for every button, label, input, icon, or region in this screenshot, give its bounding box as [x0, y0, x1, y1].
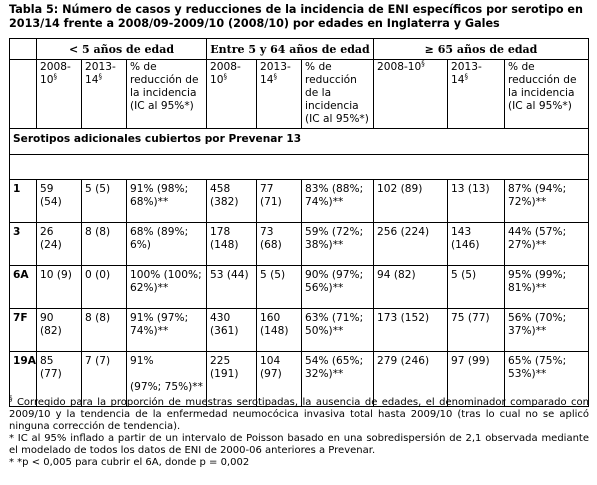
table-cell: 95% (99%; 81%)**	[505, 266, 589, 309]
table-cell: 77 (71)	[257, 180, 302, 223]
table-cell: 10 (9)	[37, 266, 82, 309]
group-under-5: < 5 años de edad	[37, 39, 207, 60]
table-cell: 83% (88%; 74%)**	[302, 180, 374, 223]
col-reduction-over65: % de reducción de la incidencia (IC al 95%*)	[505, 60, 589, 129]
footnote-3: * *p < 0,005 para cubrir el 6A, donde p = 0,002	[9, 457, 250, 468]
table-row	[10, 266, 589, 309]
reduction-ci: (97%; 75%)**	[130, 381, 203, 393]
table-cell: 256 (224)	[374, 223, 448, 266]
blank-header	[10, 60, 37, 129]
table-cell: 5 (5)	[82, 180, 127, 223]
table-cell: 279 (246)	[374, 352, 448, 407]
footnotes	[9, 394, 589, 469]
table-cell: 56% (70%; 37%)**	[505, 309, 589, 352]
table-cell: 90 (82)	[37, 309, 82, 352]
table-cell: 91% (98%; 68%)**	[127, 180, 207, 223]
table-cell: 143 (146)	[448, 223, 505, 266]
col-2013-over65: 2013- 14§	[448, 60, 505, 129]
table-cell: 87% (94%; 72%)**	[505, 180, 589, 223]
section-row	[10, 129, 589, 155]
table-cell: 59% (72%; 38%)**	[302, 223, 374, 266]
table-cell: 178 (148)	[207, 223, 257, 266]
serotype-cell: 19A	[10, 352, 37, 407]
table-cell: 104 (97)	[257, 352, 302, 407]
sub-header-row	[10, 60, 589, 129]
table-row	[10, 223, 589, 266]
group-5-to-64: Entre 5 y 64 años de edad	[207, 39, 374, 60]
table-cell: 430 (361)	[207, 309, 257, 352]
table-cell: 91% (97%; 74%)**	[127, 309, 207, 352]
col-2013-between: 2013- 14§	[257, 60, 302, 129]
footnote-2: * IC al 95% inflado a partir de un intervalo de Poisson basado en una sobredispersión de 2,1 observada mediante el modelado de todos los datos de ENI de 2000-06 anteriores a Prevenar.	[9, 433, 589, 456]
table-cell: 26 (24)	[37, 223, 82, 266]
table-row	[10, 180, 589, 223]
table-title: Tabla 5: Número de casos y reducciones de la incidencia de ENI específicos por serotipo en 2013/14 frente a 2008/09-2009/10 (2008/10) por edades en Inglaterra y Gales	[9, 3, 583, 30]
table-cell: 225 (191)	[207, 352, 257, 407]
reduction-value: 91%	[130, 355, 154, 367]
table-cell: 75 (77)	[448, 309, 505, 352]
section-title: Serotipos adicionales cubiertos por Prevenar 13	[10, 129, 589, 155]
col-2013-under5: 2013- 14§	[82, 60, 127, 129]
col-2008-under5: 2008- 10§	[37, 60, 82, 129]
serotype-cell: 6A	[10, 266, 37, 309]
table-cell: 13 (13)	[448, 180, 505, 223]
table-cell: 458 (382)	[207, 180, 257, 223]
table-row	[10, 309, 589, 352]
table-cell: 102 (89)	[374, 180, 448, 223]
table-cell: 173 (152)	[374, 309, 448, 352]
table-cell: 59 (54)	[37, 180, 82, 223]
serotype-cell: 1	[10, 180, 37, 223]
table-cell: 54% (65%; 32%)**	[302, 352, 374, 407]
table-cell: 5 (5)	[448, 266, 505, 309]
footnote-1: § Corregido para la proporción de muestras serotipadas, la ausencia de edades, el denominador comparado con 2009/10 y la tendencia de la enfermedad neumocócica invasiva total hasta 2009/10 (tras lo cual no se aplicó ninguna corrección de tendencia).	[9, 394, 589, 432]
table-cell: 73 (68)	[257, 223, 302, 266]
spacer-cell	[10, 155, 589, 180]
data-table	[9, 38, 589, 407]
group-header-row	[10, 39, 589, 60]
col-2008-between: 2008- 10§	[207, 60, 257, 129]
table-cell: 7 (7)	[82, 352, 127, 407]
table-cell: 97 (99)	[448, 352, 505, 407]
serotype-cell: 7F	[10, 309, 37, 352]
table-cell: 94 (82)	[374, 266, 448, 309]
table-cell: 85 (77)	[37, 352, 82, 407]
table-cell: 68% (89%; 6%)	[127, 223, 207, 266]
table-cell: 65% (75%; 53%)**	[505, 352, 589, 407]
table-cell: 63% (71%; 50%)**	[302, 309, 374, 352]
spacer-row	[10, 155, 589, 180]
table-cell: 5 (5)	[257, 266, 302, 309]
table-cell: 100% (100%; 62%)**	[127, 266, 207, 309]
table-cell: 53 (44)	[207, 266, 257, 309]
table-cell: 8 (8)	[82, 223, 127, 266]
col-2008-over65: 2008-10§	[374, 60, 448, 129]
group-65-plus: ≥ 65 años de edad	[374, 39, 589, 60]
corner-cell	[10, 39, 37, 60]
table-cell: 0 (0)	[82, 266, 127, 309]
table-cell: 160 (148)	[257, 309, 302, 352]
col-reduction-under5: % de reducción de la incidencia (IC al 95%*)	[127, 60, 207, 129]
table-cell: 8 (8)	[82, 309, 127, 352]
table-cell: 44% (57%; 27%)**	[505, 223, 589, 266]
serotype-cell: 3	[10, 223, 37, 266]
col-reduction-between: % de reducción de la incidencia (IC al 95%*)	[302, 60, 374, 129]
table-cell: 90% (97%; 56%)**	[302, 266, 374, 309]
